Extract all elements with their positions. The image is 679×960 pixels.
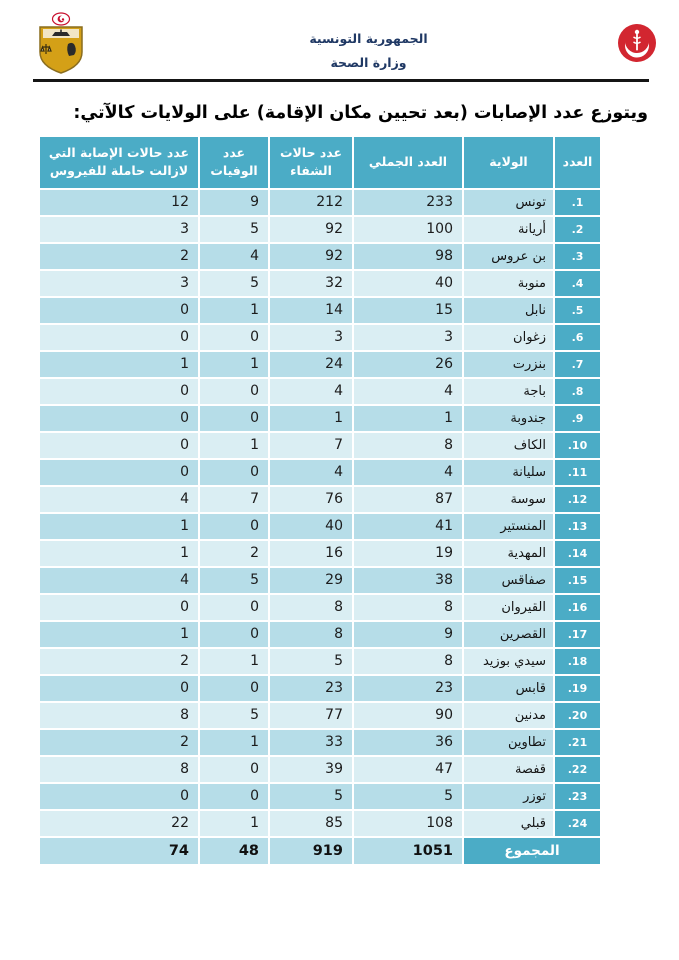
column-header-recovered: عدد حالات الشفاء xyxy=(269,136,353,189)
table-row xyxy=(39,459,601,486)
death-cases: 1 xyxy=(199,729,269,756)
active-cases: 2 xyxy=(39,729,199,756)
active-cases: 4 xyxy=(39,486,199,513)
total-cases: 40 xyxy=(353,270,463,297)
recovered-cases: 1 xyxy=(269,405,353,432)
row-number-text: .7 xyxy=(571,357,584,371)
column-header-total: العدد الجملي xyxy=(353,136,463,189)
active-cases: 0 xyxy=(39,594,199,621)
row-number xyxy=(554,486,601,513)
row-number-text: .9 xyxy=(571,411,584,425)
wilaya-name: سوسة xyxy=(463,486,554,513)
total-cases: 8 xyxy=(353,432,463,459)
row-number xyxy=(554,297,601,324)
wilaya-name: جندوبة xyxy=(463,405,554,432)
total-cases: 23 xyxy=(353,675,463,702)
row-number-text: .12 xyxy=(567,492,588,506)
active-cases: 0 xyxy=(39,783,199,810)
total-cases: 8 xyxy=(353,594,463,621)
active-cases: 1 xyxy=(39,351,199,378)
total-cases: 47 xyxy=(353,756,463,783)
total-cases: 100 xyxy=(353,216,463,243)
death-cases: 4 xyxy=(199,243,269,270)
recovered-cases: 3 xyxy=(269,324,353,351)
row-number xyxy=(554,243,601,270)
wilaya-name: الكاف xyxy=(463,432,554,459)
row-number xyxy=(554,351,601,378)
recovered-cases: 8 xyxy=(269,594,353,621)
column-header-deaths: عدد الوفيات xyxy=(199,136,269,189)
table-row xyxy=(39,324,601,351)
row-number xyxy=(554,729,601,756)
death-cases: 0 xyxy=(199,378,269,405)
total-deaths-sum: 48 xyxy=(199,837,269,865)
row-number-text: .18 xyxy=(567,654,588,668)
column-header-number: العدد xyxy=(554,136,601,189)
republic-title: الجمهورية التونسية xyxy=(309,31,428,46)
recovered-cases: 92 xyxy=(269,216,353,243)
recovered-cases: 39 xyxy=(269,756,353,783)
death-cases: 0 xyxy=(199,324,269,351)
active-cases: 3 xyxy=(39,216,199,243)
death-cases: 5 xyxy=(199,702,269,729)
active-cases: 1 xyxy=(39,513,199,540)
row-number-text: .14 xyxy=(567,546,588,560)
table-row xyxy=(39,540,601,567)
death-cases: 0 xyxy=(199,756,269,783)
row-number xyxy=(554,324,601,351)
wilaya-name: تونس xyxy=(463,189,554,216)
active-cases: 3 xyxy=(39,270,199,297)
total-cases: 19 xyxy=(353,540,463,567)
table-row xyxy=(39,729,601,756)
wilaya-name: صفاقس xyxy=(463,567,554,594)
row-number xyxy=(554,783,601,810)
wilaya-name: زغوان xyxy=(463,324,554,351)
death-cases: 1 xyxy=(199,297,269,324)
active-cases: 0 xyxy=(39,324,199,351)
total-cases: 41 xyxy=(353,513,463,540)
table-row xyxy=(39,621,601,648)
table-row xyxy=(39,189,601,216)
table-row xyxy=(39,810,601,837)
wilaya-name: بنزرت xyxy=(463,351,554,378)
row-number-text: .5 xyxy=(571,303,584,317)
active-cases: 0 xyxy=(39,297,199,324)
recovered-cases: 85 xyxy=(269,810,353,837)
total-cases: 3 xyxy=(353,324,463,351)
death-cases: 1 xyxy=(199,648,269,675)
recovered-cases: 29 xyxy=(269,567,353,594)
row-number-text: .17 xyxy=(567,627,588,641)
header-divider xyxy=(33,79,649,82)
table-row xyxy=(39,297,601,324)
active-cases: 8 xyxy=(39,702,199,729)
recovered-cases: 76 xyxy=(269,486,353,513)
row-number-text: .3 xyxy=(571,249,584,263)
table-row xyxy=(39,270,601,297)
wilaya-name: نابل xyxy=(463,297,554,324)
active-cases: 0 xyxy=(39,405,199,432)
row-number-text: .19 xyxy=(567,681,588,695)
row-number-text: .13 xyxy=(567,519,588,533)
death-cases: 0 xyxy=(199,459,269,486)
row-number xyxy=(554,432,601,459)
recovered-cases: 40 xyxy=(269,513,353,540)
death-cases: 0 xyxy=(199,594,269,621)
recovered-cases: 8 xyxy=(269,621,353,648)
wilaya-name: قفصة xyxy=(463,756,554,783)
row-number-text: .4 xyxy=(571,276,584,290)
table-row xyxy=(39,783,601,810)
row-number-text: .6 xyxy=(571,330,584,344)
recovered-cases: 5 xyxy=(269,783,353,810)
wilaya-name: قابس xyxy=(463,675,554,702)
total-cases: 26 xyxy=(353,351,463,378)
total-row xyxy=(39,837,601,865)
tunisia-coat-of-arms-icon xyxy=(34,12,88,76)
table-footer xyxy=(39,837,601,865)
recovered-cases: 4 xyxy=(269,459,353,486)
table-row xyxy=(39,648,601,675)
row-number xyxy=(554,621,601,648)
column-header-wilaya: الولاية xyxy=(463,136,554,189)
total-cases: 108 xyxy=(353,810,463,837)
total-cases: 233 xyxy=(353,189,463,216)
row-number-text: .22 xyxy=(567,762,588,776)
row-number xyxy=(554,459,601,486)
total-cases-sum: 1051 xyxy=(353,837,463,865)
row-number xyxy=(554,810,601,837)
table-row xyxy=(39,216,601,243)
wilaya-name: المنستير xyxy=(463,513,554,540)
row-number-text: .2 xyxy=(571,222,584,236)
recovered-cases: 32 xyxy=(269,270,353,297)
row-number-text: .8 xyxy=(571,384,584,398)
row-number-text: .11 xyxy=(567,465,588,479)
death-cases: 0 xyxy=(199,783,269,810)
death-cases: 0 xyxy=(199,405,269,432)
wilaya-name: بن عروس xyxy=(463,243,554,270)
active-cases: 22 xyxy=(39,810,199,837)
table-row xyxy=(39,675,601,702)
active-cases: 2 xyxy=(39,243,199,270)
active-cases: 2 xyxy=(39,648,199,675)
table-body xyxy=(39,189,601,837)
total-cases: 4 xyxy=(353,378,463,405)
header-titles xyxy=(104,12,633,70)
recovered-cases: 16 xyxy=(269,540,353,567)
wilaya-name: قبلي xyxy=(463,810,554,837)
total-cases: 15 xyxy=(353,297,463,324)
wilaya-name: المهدية xyxy=(463,540,554,567)
row-number xyxy=(554,648,601,675)
table-header xyxy=(39,136,601,189)
active-cases: 0 xyxy=(39,378,199,405)
row-number-text: .20 xyxy=(567,708,588,722)
death-cases: 2 xyxy=(199,540,269,567)
recovered-cases: 77 xyxy=(269,702,353,729)
total-cases: 9 xyxy=(353,621,463,648)
death-cases: 1 xyxy=(199,432,269,459)
death-cases: 9 xyxy=(199,189,269,216)
total-cases: 5 xyxy=(353,783,463,810)
row-number xyxy=(554,594,601,621)
wilaya-name: تطاوين xyxy=(463,729,554,756)
row-number-text: .24 xyxy=(567,816,588,830)
row-number-text: .21 xyxy=(567,735,588,749)
active-cases: 8 xyxy=(39,756,199,783)
active-cases: 0 xyxy=(39,459,199,486)
total-cases: 8 xyxy=(353,648,463,675)
row-number xyxy=(554,540,601,567)
row-number-text: .15 xyxy=(567,573,588,587)
total-cases: 87 xyxy=(353,486,463,513)
total-label: المجموع xyxy=(463,837,601,865)
total-cases: 1 xyxy=(353,405,463,432)
death-cases: 7 xyxy=(199,486,269,513)
table-row xyxy=(39,432,601,459)
table-row xyxy=(39,243,601,270)
active-cases: 4 xyxy=(39,567,199,594)
row-number xyxy=(554,567,601,594)
row-number-text: .23 xyxy=(567,789,588,803)
total-cases: 98 xyxy=(353,243,463,270)
total-recovered-sum: 919 xyxy=(269,837,353,865)
active-cases: 0 xyxy=(39,432,199,459)
wilaya-name: سليانة xyxy=(463,459,554,486)
recovered-cases: 23 xyxy=(269,675,353,702)
page-header xyxy=(0,0,679,78)
row-number-text: .16 xyxy=(567,600,588,614)
recovered-cases: 24 xyxy=(269,351,353,378)
total-cases: 38 xyxy=(353,567,463,594)
table-row xyxy=(39,513,601,540)
recovered-cases: 92 xyxy=(269,243,353,270)
death-cases: 1 xyxy=(199,351,269,378)
recovered-cases: 212 xyxy=(269,189,353,216)
wilaya-name: توزر xyxy=(463,783,554,810)
row-number xyxy=(554,702,601,729)
row-number xyxy=(554,756,601,783)
cases-by-governorate-table xyxy=(38,135,602,866)
column-header-active: عدد حالات الإصابة التي لازالت حاملة للفيروس xyxy=(39,136,199,189)
row-number xyxy=(554,675,601,702)
wilaya-name: القصرين xyxy=(463,621,554,648)
recovered-cases: 4 xyxy=(269,378,353,405)
table-row xyxy=(39,702,601,729)
row-number xyxy=(554,513,601,540)
intro-text: ويتوزع عدد الإصابات (بعد تحيين مكان الإقامة) على الولايات كالآتي: xyxy=(73,103,648,123)
table-row xyxy=(39,567,601,594)
row-number xyxy=(554,189,601,216)
row-number xyxy=(554,216,601,243)
row-number xyxy=(554,270,601,297)
death-cases: 1 xyxy=(199,810,269,837)
total-cases: 90 xyxy=(353,702,463,729)
row-number-text: .10 xyxy=(567,438,588,452)
death-cases: 0 xyxy=(199,675,269,702)
table-row xyxy=(39,405,601,432)
active-cases: 0 xyxy=(39,675,199,702)
wilaya-name: سيدي بوزيد xyxy=(463,648,554,675)
total-cases: 4 xyxy=(353,459,463,486)
row-number xyxy=(554,405,601,432)
table-row xyxy=(39,594,601,621)
death-cases: 0 xyxy=(199,513,269,540)
wilaya-name: القيروان xyxy=(463,594,554,621)
active-cases: 1 xyxy=(39,621,199,648)
recovered-cases: 7 xyxy=(269,432,353,459)
death-cases: 5 xyxy=(199,216,269,243)
death-cases: 0 xyxy=(199,621,269,648)
ministry-title: وزارة الصحة xyxy=(330,55,407,70)
table-row xyxy=(39,378,601,405)
total-active-sum: 74 xyxy=(39,837,199,865)
table-row xyxy=(39,486,601,513)
table-row xyxy=(39,351,601,378)
active-cases: 12 xyxy=(39,189,199,216)
active-cases: 1 xyxy=(39,540,199,567)
wilaya-name: أريانة xyxy=(463,216,554,243)
recovered-cases: 14 xyxy=(269,297,353,324)
row-number xyxy=(554,378,601,405)
death-cases: 5 xyxy=(199,270,269,297)
wilaya-name: باجة xyxy=(463,378,554,405)
row-number-text: .1 xyxy=(571,195,584,209)
table-row xyxy=(39,756,601,783)
recovered-cases: 33 xyxy=(269,729,353,756)
recovered-cases: 5 xyxy=(269,648,353,675)
total-cases: 36 xyxy=(353,729,463,756)
death-cases: 5 xyxy=(199,567,269,594)
wilaya-name: مدنين xyxy=(463,702,554,729)
wilaya-name: منوبة xyxy=(463,270,554,297)
